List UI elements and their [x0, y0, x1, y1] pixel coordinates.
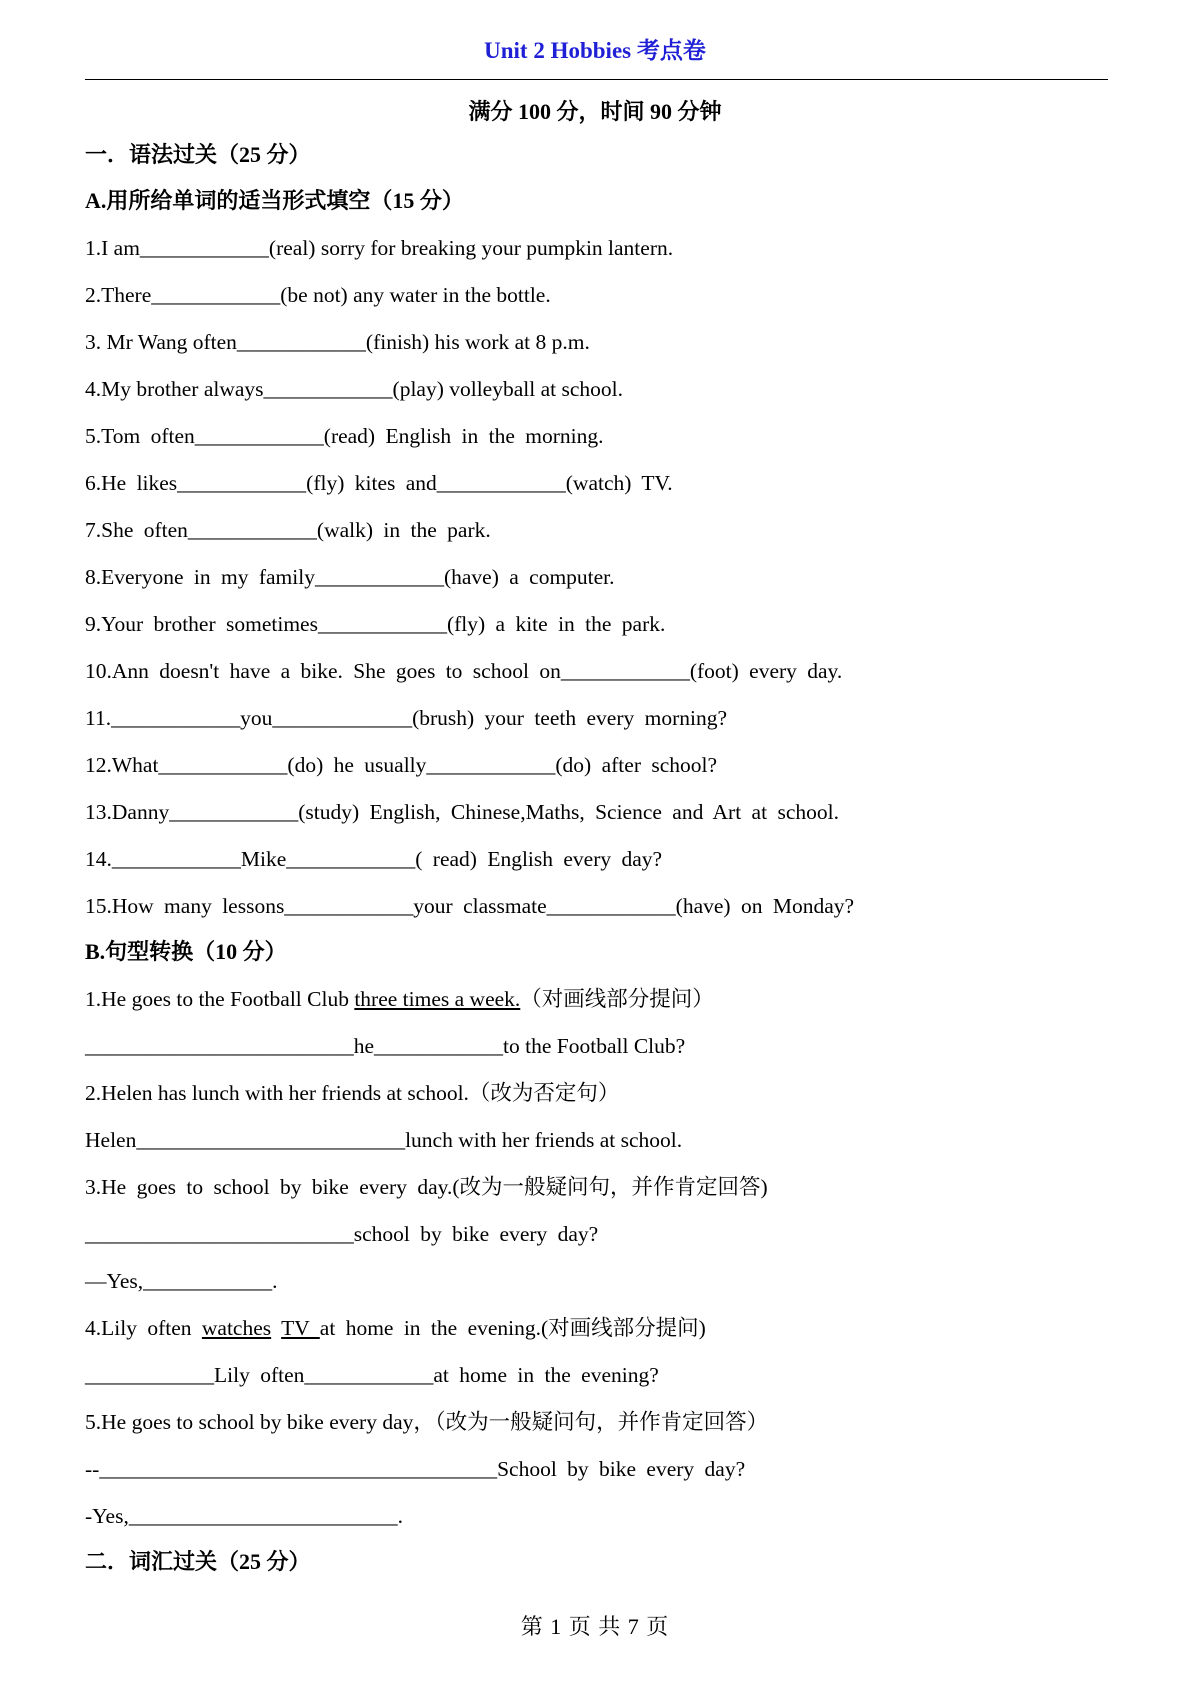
question-item: 3. Mr Wang often____________(finish) his work at 8 p.m. [85, 330, 590, 354]
question-item: 1.I am____________(real) sorry for breaking your pumpkin lantern. [85, 236, 674, 260]
partB-question-4: 4.Lily often watches TV at home in the evening.(对画线部分提问) [85, 1316, 706, 1340]
page-number: 第 1 页 共 7 页 [520, 1614, 670, 1639]
question-item: 7.She often____________(walk) in the park. [85, 518, 491, 542]
section2-heading: 二．词汇过关（25 分） [85, 1549, 311, 1574]
partB-question-3: 3.He goes to school by bike every day.(改为一般疑问句，并作肯定回答) [85, 1175, 768, 1199]
question-item: 14.____________Mike____________( read) English every day? [85, 847, 663, 871]
question-item: 12.What____________(do) he usually____________(do) after school? [85, 753, 718, 777]
question-item: 6.He likes____________(fly) kites and____________(watch) TV. [85, 471, 673, 495]
question-item: 8.Everyone in my family____________(have) a computer. [85, 565, 615, 589]
question-item: 2.There____________(be not) any water in the bottle. [85, 283, 551, 307]
question-item: 13.Danny____________(study) English, Chinese,Maths, Science and Art at school. [85, 800, 839, 824]
answer-line: ____________Lily often____________at home in the evening? [85, 1363, 659, 1387]
question-item: 15.How many lessons____________your classmate____________(have) on Monday? [85, 894, 855, 918]
question-item: 11.____________you_____________(brush) your teeth every morning? [85, 706, 728, 730]
partA-heading: A.用所给单词的适当形式填空（15 分） [85, 188, 464, 213]
document-title: Unit 2 Hobbies 考点卷 [484, 38, 706, 63]
question-item: 9.Your brother sometimes____________(fly) a kite in the park. [85, 612, 666, 636]
header-divider [85, 79, 1108, 80]
answer-line: --_____________________________________School by bike every day? [85, 1457, 746, 1481]
question-item: 5.Tom often____________(read) English in the morning. [85, 424, 604, 448]
answer-reply: -Yes,_________________________. [85, 1504, 403, 1528]
section1-heading: 一．语法过关（25 分） [85, 142, 311, 167]
answer-line: _________________________he____________to the Football Club? [85, 1034, 686, 1058]
answer-reply: —Yes,____________. [85, 1269, 278, 1293]
underlined-word: TV [281, 1316, 320, 1340]
question-item: 10.Ann doesn't have a bike. She goes to school on____________(foot) every day. [85, 659, 843, 683]
partB-heading: B.句型转换（10 分） [85, 939, 287, 964]
answer-line: Helen_________________________lunch with her friends at school. [85, 1128, 683, 1152]
question-item: 4.My brother always____________(play) volleyball at school. [85, 377, 623, 401]
answer-line: _________________________school by bike every day? [85, 1222, 599, 1246]
exam-info: 满分 100 分，时间 90 分钟 [468, 99, 722, 124]
partB-question-1: 1.He goes to the Football Club three times a week.（对画线部分提问） [85, 987, 714, 1011]
partB-question-5: 5.He goes to school by bike every day，（改为一般疑问句，并作肯定回答） [85, 1410, 769, 1434]
partB-question-2: 2.Helen has lunch with her friends at school.（改为否定句） [85, 1081, 620, 1105]
underlined-word: watches [201, 1316, 272, 1340]
underlined-phrase: three times a week. [354, 987, 521, 1011]
